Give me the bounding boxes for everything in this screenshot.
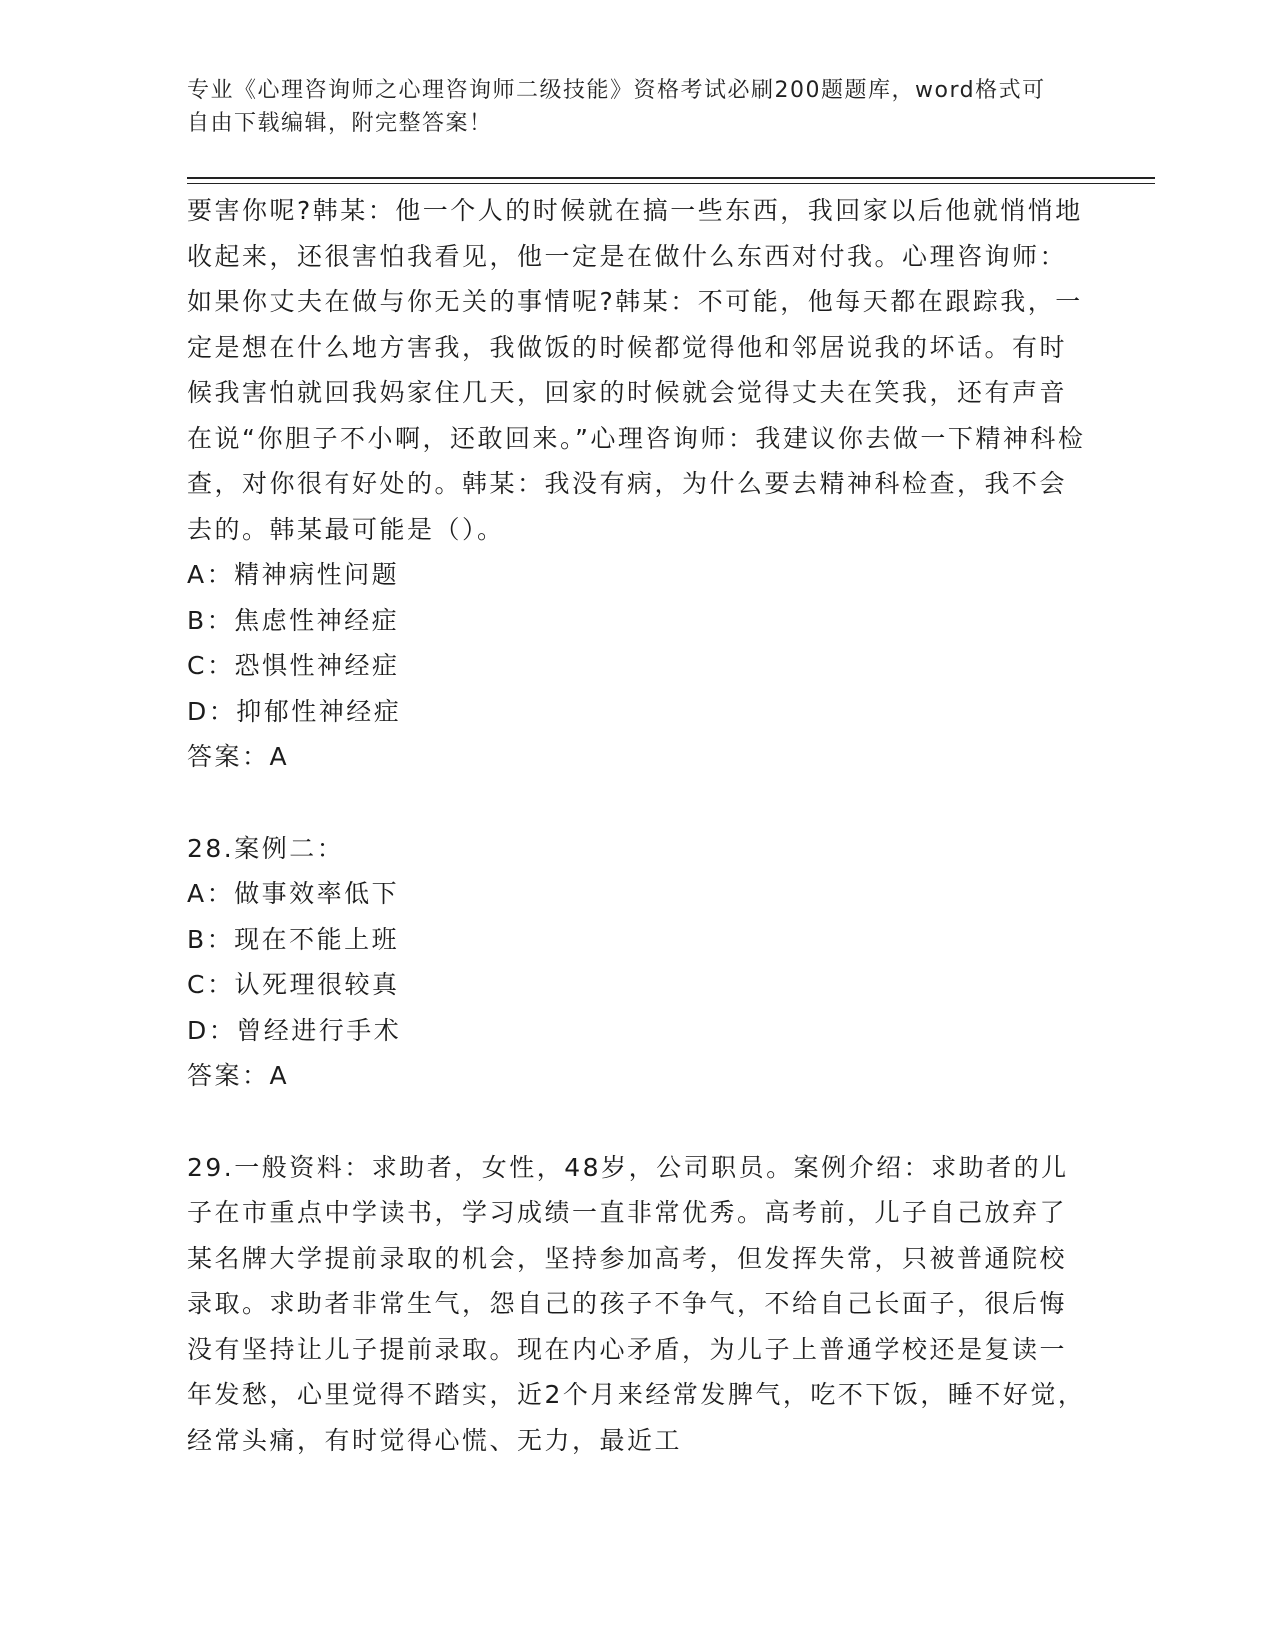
page-header: 专业《心理咨询师之心理咨询师二级技能》资格考试必刷200题题库，word格式可自由下载编辑，附完整答案！ (187, 78, 1046, 136)
header-rule-thick (187, 177, 1155, 179)
question-27-option-d: D：抑郁性神经症 (187, 696, 402, 726)
question-29-text: 29.一般资料：求助者，女性，48岁，公司职员。案例介绍：求助者的儿子在市重点中学读书，学习成绩一直非常优秀。高考前，儿子自己放弃了某名牌大学提前录取的机会，坚持参加高考，但发挥失常，只被普通院校录取。求助者非常生气，怨自己的孩子不争气，不给自己长面子，很后悔没有坚持让儿子提前录取。现在内心矛盾，为儿子上普通学校还是复读一年发愁，心里觉得不踏实，近2个月来经常发脾气，吃不下饭，睡不好觉，经常头痛，有时觉得心慌、无力，最近工 (187, 1152, 1086, 1455)
spacer (187, 780, 1087, 826)
question-28-text: 28.案例二： (187, 833, 345, 863)
question-28-option-c: C：认死理很较真 (187, 970, 400, 999)
spacer (187, 1099, 1087, 1145)
question-28-answer: 答案：A (187, 1061, 290, 1090)
question-27-option-b: B：焦虑性神经症 (187, 605, 400, 635)
question-28-option-b: B：现在不能上班 (187, 924, 400, 954)
header-rule-thin (187, 183, 1155, 184)
question-27-option-c: C：恐惧性神经症 (187, 651, 400, 680)
question-28-option-d: D：曾经进行手术 (187, 1015, 402, 1045)
question-27-option-a: A：精神病性问题 (187, 560, 400, 589)
question-27-text: 要害你呢?韩某：他一个人的时候就在搞一些东西，我回家以后他就悄悄地收起来，还很害怕我看见，他一定是在做什么东西对付我。心理咨询师：如果你丈夫在做与你无关的事情呢?韩某：不可能，他每天都在跟踪我，一定是想在什么地方害我，我做饭的时候都觉得他和邻居说我的坏话。有时候我害怕就回我妈家住几天，回家的时候就会觉得丈夫在笑我，还有声音在说“你胆子不小啊，还敢回来。”心理咨询师：我建议你去做一下精神科检查，对你很有好处的。韩某：我没有病，为什么要去精神科检查，我不会去的。韩某最可能是（）。 (187, 196, 1086, 544)
page-content (187, 188, 1087, 1463)
question-27-answer: 答案：A (187, 742, 290, 771)
question-28-option-a: A：做事效率低下 (187, 879, 400, 908)
